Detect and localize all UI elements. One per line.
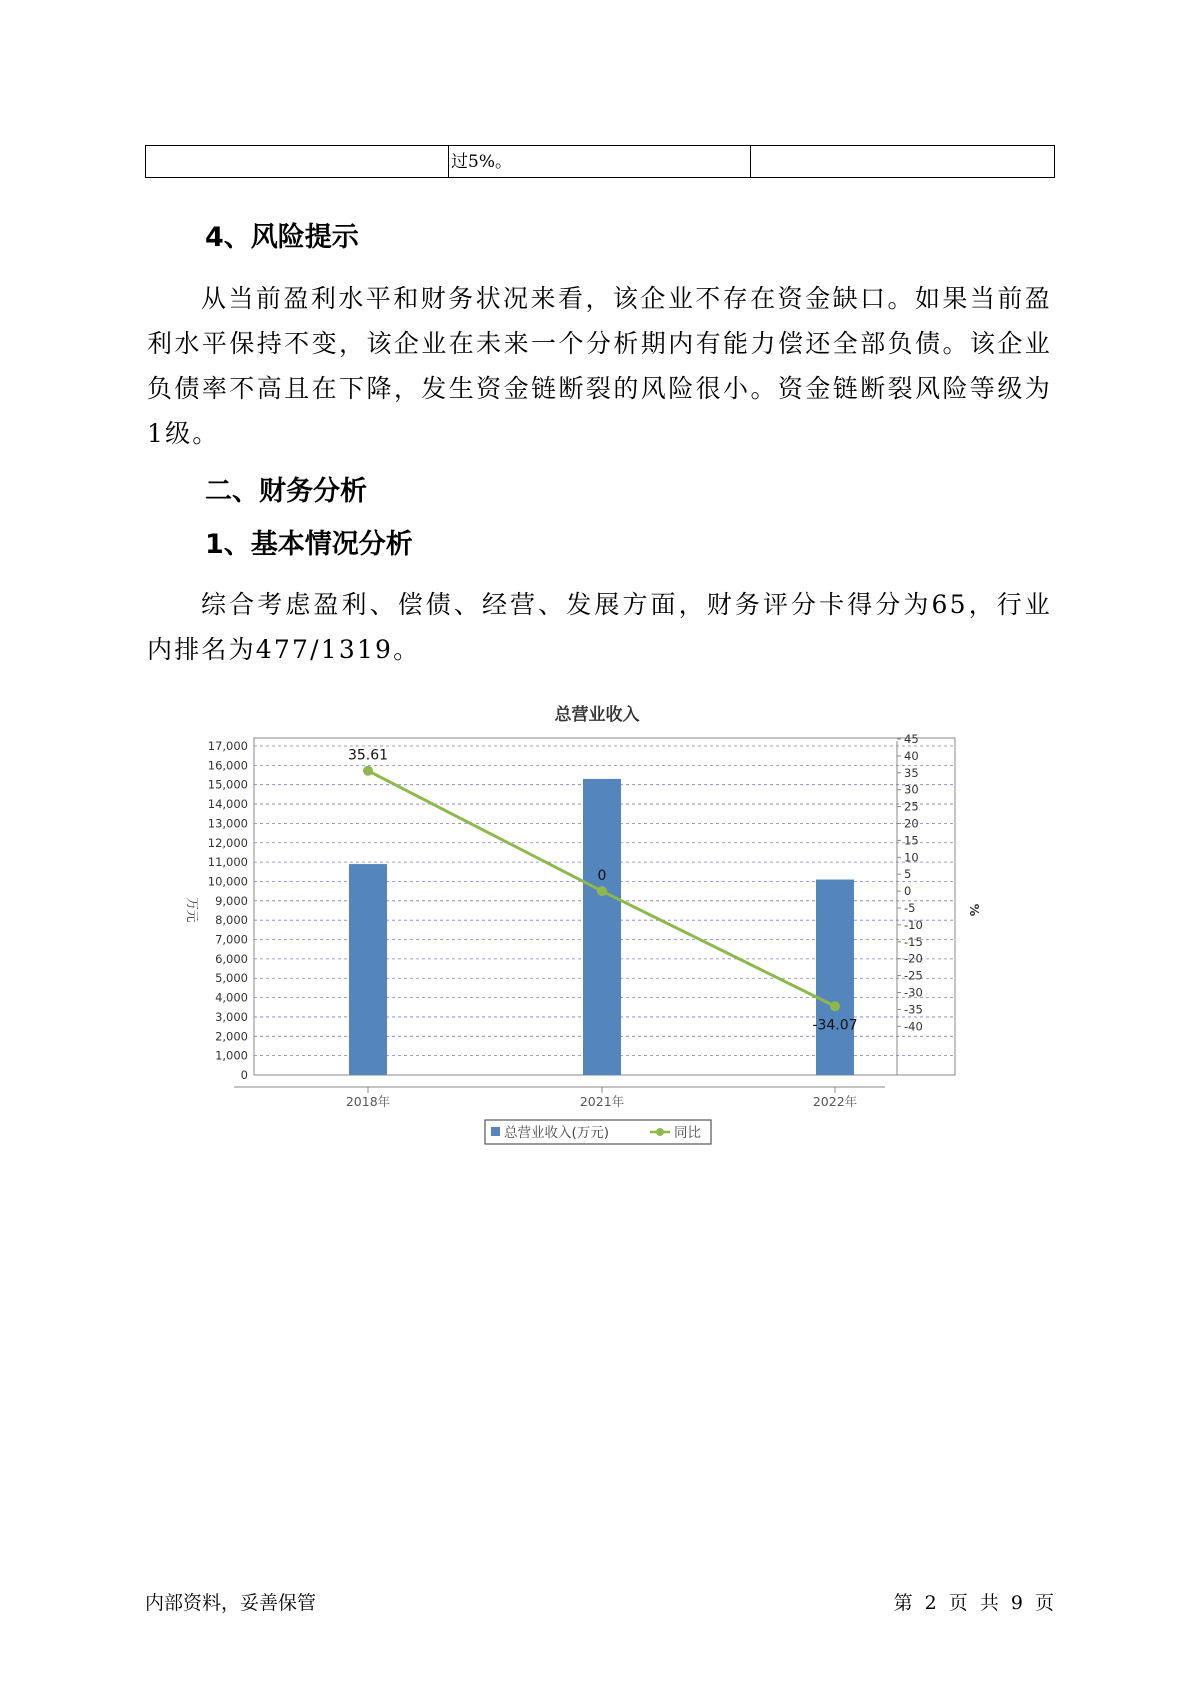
yoy-point (363, 766, 373, 776)
right-tick-label: -20 (904, 951, 923, 966)
yoy-data-label: 0 (597, 868, 607, 885)
x-tick-label: 2022年 (812, 1094, 858, 1109)
right-tick-label: 5 (904, 867, 912, 882)
left-tick-label: 0 (240, 1068, 248, 1082)
legend-swatch-bar (491, 1127, 500, 1136)
bar (349, 864, 387, 1075)
section-heading-finance: 二、财务分析 (205, 476, 367, 507)
left-tick-label: 2,000 (215, 1029, 248, 1044)
table-cell (146, 146, 449, 177)
left-tick-label: 13,000 (207, 816, 248, 831)
right-tick-label: 25 (904, 799, 919, 814)
left-tick-label: 17,000 (207, 739, 248, 753)
left-tick-label: 4,000 (215, 990, 248, 1005)
section-heading-basic: 1、基本情况分析 (205, 529, 413, 560)
left-tick-label: 1,000 (215, 1048, 248, 1063)
right-tick-label: -5 (904, 901, 916, 915)
legend-label-yoy: 同比 (674, 1125, 701, 1141)
legend-label-revenue: 总营业收入(万元) (504, 1125, 610, 1141)
left-tick-label: 3,000 (215, 1009, 248, 1024)
right-tick-label: 0 (904, 884, 912, 899)
table-row (145, 145, 1055, 178)
left-tick-label: 7,000 (215, 932, 248, 947)
left-tick-label: 14,000 (207, 797, 248, 812)
right-tick-label: 35 (904, 765, 919, 780)
section-heading-risk: 4、风险提示 (205, 222, 359, 253)
left-tick-label: 10,000 (207, 874, 248, 889)
left-tick-label: 5,000 (215, 971, 248, 986)
left-tick-label: 8,000 (215, 913, 248, 928)
basic-paragraph (147, 582, 1052, 672)
risk-paragraph (147, 276, 1052, 456)
chart-title: 总营业收入 (554, 705, 640, 725)
right-axis-label: % (967, 903, 982, 917)
bar (816, 880, 854, 1075)
right-tick-label: 20 (904, 816, 919, 831)
right-tick-label: -10 (904, 917, 923, 932)
page-number: 第 2 页 共 9 页 (893, 1592, 1054, 1614)
bar (583, 779, 621, 1075)
right-tick-label: 30 (904, 782, 919, 797)
right-tick-label: -25 (904, 968, 923, 983)
left-axis-label: 万元 (185, 897, 200, 923)
left-tick-label: 12,000 (207, 835, 248, 850)
left-tick-label: 16,000 (207, 758, 248, 773)
right-tick-label: 10 (904, 850, 919, 865)
yoy-data-label: 35.61 (347, 747, 389, 764)
basic-text: 综合考虑盈利、偿债、经营、发展方面，财务评分卡得分为65，行业内排名为477/1319。 (147, 590, 1052, 664)
right-tick-label: 40 (904, 748, 919, 763)
yoy-point (830, 1001, 840, 1011)
right-tick-label: -40 (904, 1019, 923, 1034)
risk-text: 从当前盈利水平和财务状况来看，该企业不存在资金缺口。如果当前盈利水平保持不变，该企业在未来一个分析期内有能力偿还全部负债。该企业负债率不高且在下降，发生资金链断裂的风险很小。资金链断裂风险等级为1级。 (147, 284, 1052, 448)
table-cell: 过5%。 (449, 146, 751, 177)
left-tick-label: 15,000 (207, 777, 248, 792)
right-tick-label: -30 (904, 985, 923, 1000)
left-tick-label: 9,000 (215, 893, 248, 908)
yoy-data-label: -34.07 (812, 1017, 858, 1034)
revenue-chart (170, 695, 1000, 1155)
left-tick-label: 6,000 (215, 951, 248, 966)
yoy-point (597, 886, 607, 896)
table-cell (751, 146, 1054, 177)
footer-confidential: 内部资料，妥善保管 (145, 1592, 317, 1614)
right-tick-label: -35 (904, 1002, 923, 1017)
x-tick-label: 2021年 (579, 1094, 625, 1109)
left-tick-label: 11,000 (207, 855, 248, 870)
legend-swatch-point (656, 1128, 664, 1136)
x-tick-label: 2018年 (345, 1094, 391, 1109)
right-tick-label: 15 (904, 833, 919, 848)
right-tick-label: -15 (904, 934, 923, 949)
right-tick-label: 45 (904, 732, 919, 746)
